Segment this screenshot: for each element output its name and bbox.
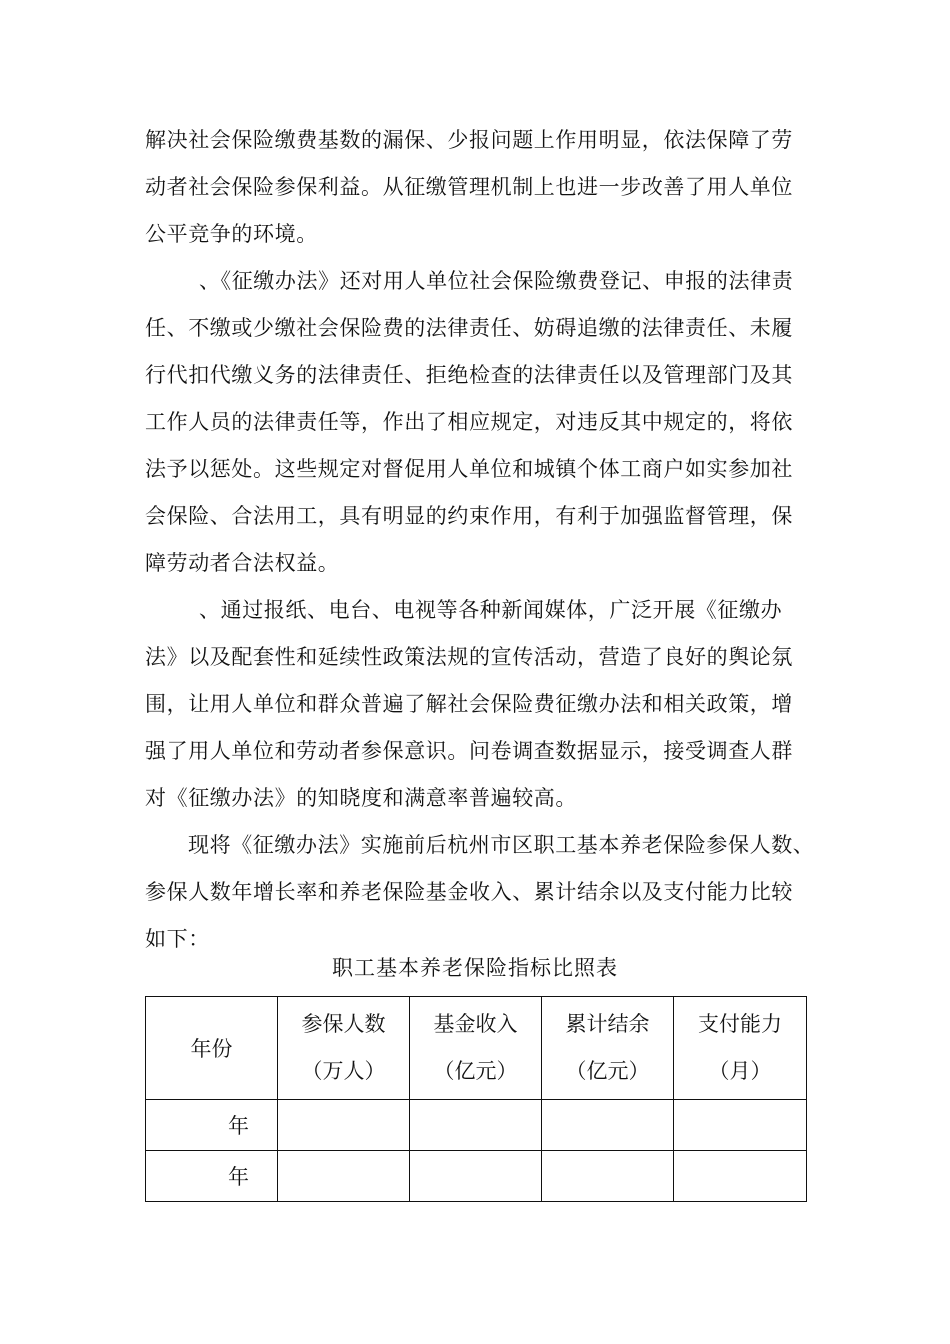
header-unit: （月） <box>708 1059 772 1083</box>
table-cell <box>674 1151 807 1202</box>
header-unit: （亿元） <box>433 1059 518 1083</box>
table-row <box>146 1100 807 1151</box>
header-label: 累计结余 <box>565 1012 650 1036</box>
body-text-line: 动者社会保险参保利益。从征缴管理机制上也进一步改善了用人单位 <box>145 175 793 199</box>
body-text-line: 对《征缴办法》的知晓度和满意率普遍较高。 <box>145 786 577 810</box>
table-cell <box>410 1100 542 1151</box>
body-text-line: 法》以及配套性和延续性政策法规的宣传活动，营造了良好的舆论氛 <box>145 645 793 669</box>
body-text-line: 如下： <box>145 927 210 951</box>
body-text-line: 围，让用人单位和群众普遍了解社会保险费征缴办法和相关政策，增 <box>145 692 793 716</box>
paragraph-start-line: 、通过报纸、电台、电视等各种新闻媒体，广泛开展《征缴办 <box>199 598 783 622</box>
row-year: 年 <box>146 1100 278 1151</box>
row-year: 年 <box>146 1151 278 1202</box>
header-year: 年份 <box>146 997 278 1100</box>
table-header-row <box>146 997 807 1100</box>
header-label: 支付能力 <box>698 1012 782 1036</box>
body-text-line: 参保人数年增长率和养老保险基金收入、累计结余以及支付能力比较 <box>145 880 793 904</box>
body-text-line: 解决社会保险缴费基数的漏保、少报问题上作用明显，依法保障了劳 <box>145 128 793 152</box>
table-cell <box>542 1100 674 1151</box>
paragraph-start-line: 现将《征缴办法》实施前后杭州市区职工基本养老保险参保人数、 <box>188 833 815 857</box>
header-label: 基金收入 <box>433 1012 518 1036</box>
table-row <box>146 1151 807 1202</box>
header-insured-count <box>278 997 410 1100</box>
body-text-line: 障劳动者合法权益。 <box>145 551 340 575</box>
indicator-comparison-table <box>145 996 807 1202</box>
paragraph-start-line: 、《征缴办法》还对用人单位社会保险缴费登记、申报的法律责 <box>199 269 794 293</box>
table-cell <box>278 1151 410 1202</box>
header-fund-income <box>410 997 542 1100</box>
header-payment-capacity <box>674 997 807 1100</box>
table-cell <box>278 1100 410 1151</box>
header-cumulative-balance <box>542 997 674 1100</box>
body-text-line: 行代扣代缴义务的法律责任、拒绝检查的法律责任以及管理部门及其 <box>145 363 793 387</box>
body-text-line: 任、不缴或少缴社会保险费的法律责任、妨碍追缴的法律责任、未履 <box>145 316 793 340</box>
body-text-line: 强了用人单位和劳动者参保意识。问卷调查数据显示，接受调查人群 <box>145 739 793 763</box>
header-unit: （亿元） <box>565 1059 650 1083</box>
header-unit: （万人） <box>301 1059 386 1083</box>
table-cell <box>542 1151 674 1202</box>
body-text-line: 会保险、合法用工，具有明显的约束作用，有利于加强监督管理，保 <box>145 504 793 528</box>
table-cell <box>674 1100 807 1151</box>
body-text-line: 工作人员的法律责任等，作出了相应规定，对违反其中规定的，将依 <box>145 410 793 434</box>
body-text-line: 法予以惩处。这些规定对督促用人单位和城镇个体工商户如实参加社 <box>145 457 793 481</box>
body-text-line: 公平竞争的环境。 <box>145 222 318 246</box>
header-label: 参保人数 <box>301 1012 386 1036</box>
table-caption: 职工基本养老保险指标比照表 <box>332 956 618 980</box>
table-cell <box>410 1151 542 1202</box>
